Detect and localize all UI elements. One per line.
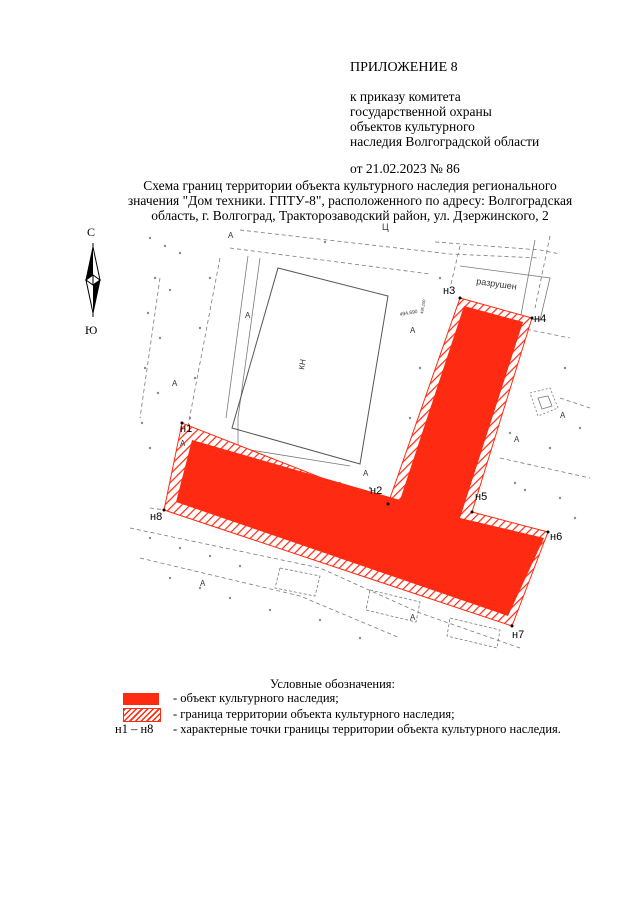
building-label: КН	[297, 358, 308, 371]
legend-text-points: - характерные точки границы территории объекта культурного наследия.	[173, 722, 561, 736]
north-label: С	[87, 225, 96, 239]
object-swatch	[123, 693, 159, 705]
point-label-n6: н6	[550, 531, 563, 543]
order-line-2: государственной охраны	[350, 104, 492, 119]
south-label: Ю	[85, 323, 98, 337]
site-map	[120, 218, 600, 658]
point-label-n2: н2	[370, 485, 383, 497]
zone-letter-a: А	[560, 411, 566, 420]
order-line-4: наследия Волгоградской области	[350, 134, 540, 149]
legend-text-object: - объект культурного наследия;	[173, 691, 339, 705]
point-label-n3: н3	[443, 285, 456, 297]
zone-letter-a: А	[228, 231, 234, 240]
point-label-n5: н5	[475, 491, 488, 503]
legend-item-points	[115, 721, 561, 737]
mark-2: 495,100	[419, 299, 427, 315]
order-date: от 21.02.2023 № 86	[350, 161, 460, 176]
point-label-n4: н4	[534, 313, 547, 325]
legend-title: Условные обозначения:	[270, 677, 396, 691]
legend-text-border: - граница территории объекта культурного наследия;	[173, 707, 455, 721]
zone-letter-a: А	[410, 613, 416, 622]
zone-letter-a: А	[172, 379, 178, 388]
zone-letter-a: А	[245, 311, 251, 320]
appendix-header	[350, 60, 539, 176]
zone-letter-a: А	[363, 469, 369, 478]
title-line-2: значения "Дом техники. ГПТУ-8", расположенного по адресу: Волгоградская	[127, 193, 573, 208]
point-label-n7: н7	[512, 629, 525, 641]
point-label-n1: н1	[180, 423, 193, 435]
zone-letter-a: А	[200, 579, 206, 588]
point-label-n8: н8	[150, 511, 163, 523]
mark-1: 494,690	[399, 308, 419, 318]
title-line-1: Схема границ территории объекта культурного наследия регионального	[143, 178, 557, 193]
legend-item-object	[115, 690, 339, 706]
points-symbol: н1 – н8	[115, 722, 154, 736]
zone-letter-a: А	[180, 439, 186, 448]
north-arrow	[78, 225, 108, 335]
street-label: Ц	[382, 222, 389, 232]
destroyed-label: разрушен	[475, 276, 518, 292]
zone-letter-a: А	[410, 326, 416, 335]
title-line-3: область, г. Волгоград, Тракторозаводский район, ул. Дзержинского, 2	[151, 208, 549, 223]
order-line-1: к приказу комитета	[350, 89, 461, 104]
appendix-number: ПРИЛОЖЕНИЕ 8	[350, 60, 458, 75]
order-line-3: объектов культурного	[350, 119, 475, 134]
zone-letter-a: А	[514, 435, 520, 444]
compass-icon	[78, 225, 108, 335]
legend-item-border	[115, 706, 455, 722]
scheme-title	[100, 178, 600, 223]
